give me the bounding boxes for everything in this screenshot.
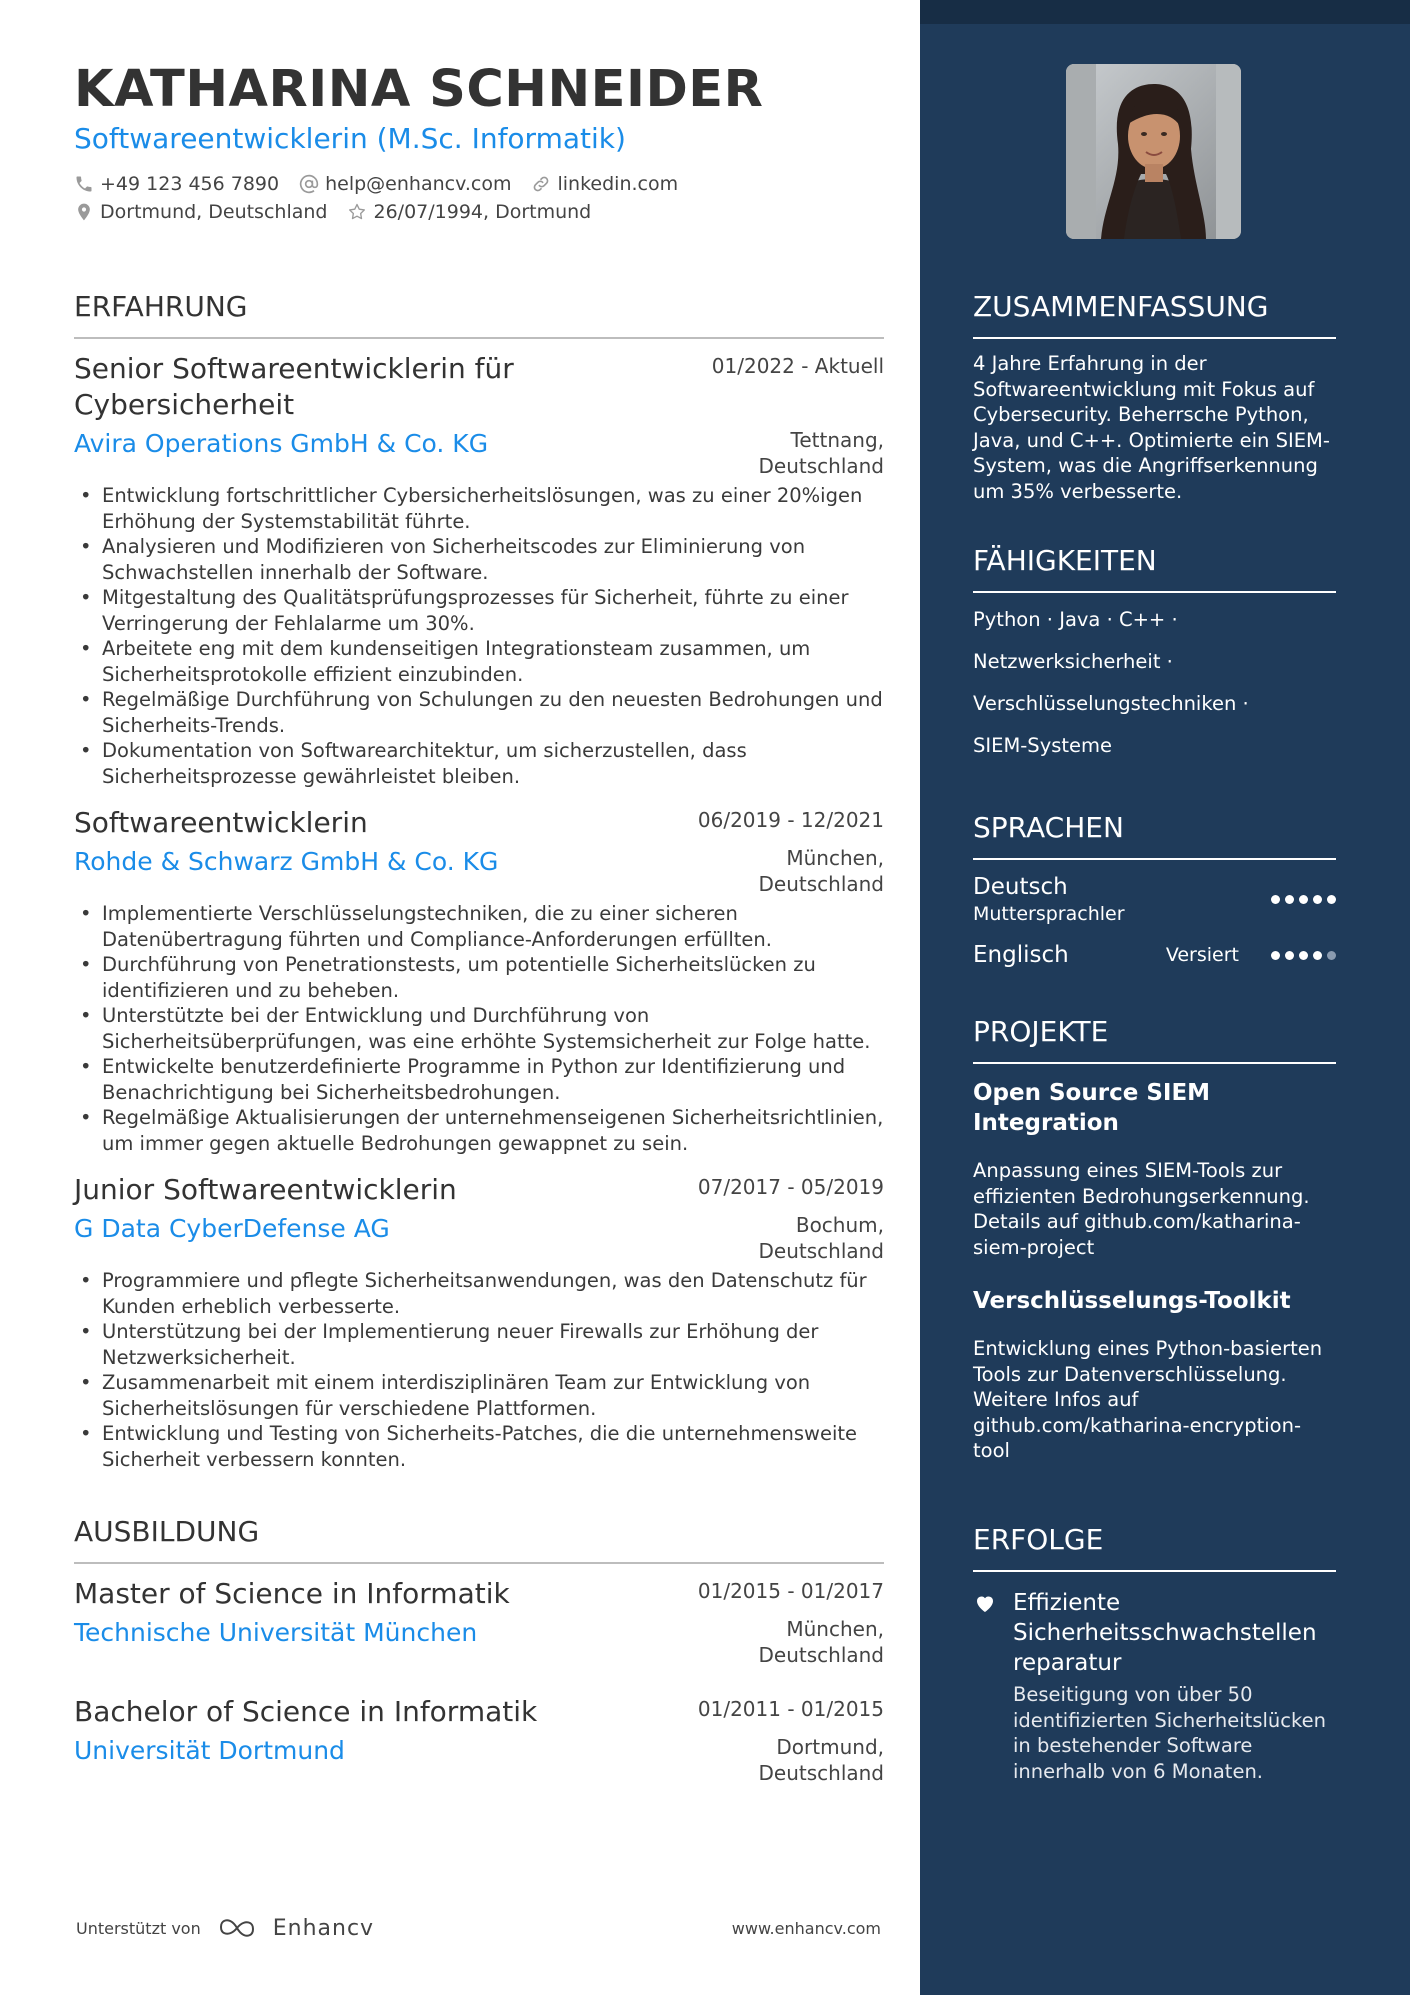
summary-section (973, 287, 1336, 504)
school-country: Deutschland (758, 1643, 884, 1667)
bullet-item: • Arbeitete eng mit dem kundenseitigen Integrationsteam zusammen, um Sicherheitsprotokolle effizient einzubinden. (74, 636, 884, 687)
project-description: Anpassung eines SIEM-Tools zur effizienten Bedrohungserkennung. Details auf github.com/katharina-siem-project (973, 1159, 1310, 1259)
degree-title: Master of Science in Informatik (74, 1577, 510, 1610)
company-name[interactable]: Avira Operations GmbH & Co. KG (74, 429, 489, 458)
phone-number: +49 123 456 7890 (100, 173, 280, 195)
bullet-item: • Analysieren und Modifizieren von Sicherheitscodes zur Eliminierung von Schwachstellen innerhalb der Software. (74, 534, 884, 585)
project-description: Entwicklung eines Python-basierten Tools zur Datenverschlüsselung. Weitere Infos auf github.com/katharina-encryption-tool (973, 1337, 1323, 1462)
degree-title: Bachelor of Science in Informatik (74, 1695, 538, 1728)
skill-item: SIEM-Systeme (973, 734, 1113, 757)
achievement-description: Beseitigung von über 50 identifizierten Sicherheitslücken in bestehender Software innerhalb von 6 Monaten. (1013, 1683, 1326, 1783)
birth-text: 26/07/1994, Dortmund (373, 201, 592, 223)
language-name: Englisch (973, 942, 1069, 968)
sidebar-top-bar (920, 0, 1410, 24)
school-name[interactable]: Universität Dortmund (74, 1736, 345, 1765)
rating-dot (1327, 895, 1336, 904)
email-address: help@enhancv.com (325, 173, 512, 195)
experience-title: ERFAHRUNG (74, 287, 884, 339)
job-country: Deutschland (758, 1239, 884, 1263)
job-bullets (74, 483, 884, 789)
education-entry (74, 1576, 884, 1668)
job-title: Senior Softwareentwicklerin für Cybersicherheit (74, 352, 514, 421)
bullet-item: • Mitgestaltung des Qualitätsprüfungsprozesses für Sicherheit, führte zu einer Verringerung der Fehlalarme um 30%. (74, 585, 884, 636)
job-location (759, 427, 885, 479)
rating-dot (1285, 951, 1294, 960)
job-location (759, 845, 885, 897)
summary-text: 4 Jahre Erfahrung in der Softwareentwicklung mit Fokus auf Cybersecurity. Beherrsche Python, Java, und C++. Optimierte ein SIEM-System, was die Angriffserkennung um 35% verbesserte. (973, 352, 1330, 503)
project-name: Verschlüsselungs-Toolkit (973, 1288, 1291, 1314)
footer (76, 1915, 881, 1941)
school-city: Dortmund, (776, 1735, 884, 1759)
bullet-item: • Entwickelte benutzerdefinierte Programme in Python zur Identifizierung und Benachrichtigung bei Sicherheitsbedrohungen. (74, 1054, 884, 1105)
job-date: 07/2017 - 05/2019 (697, 1175, 884, 1199)
job-entry (74, 805, 884, 1156)
company-name[interactable]: G Data CyberDefense AG (74, 1214, 390, 1243)
star-icon (347, 202, 367, 222)
language-item (973, 940, 1336, 970)
rating-dot (1285, 895, 1294, 904)
rating-dot (1299, 895, 1308, 904)
bullet-item: • Entwicklung und Testing von Sicherheits-Patches, die die unternehmensweite Sicherheit verbessern konnten. (74, 1421, 884, 1472)
profile-photo (1066, 64, 1241, 239)
bullet-item: • Regelmäßige Aktualisierungen der unternehmenseigenen Sicherheitsrichtlinien, um immer gegen aktuelle Bedrohungen gewappnet zu sein. (74, 1105, 884, 1156)
language-level: Versiert (1165, 944, 1239, 966)
education-entry (74, 1694, 884, 1786)
brand-name: Enhancv (272, 1915, 375, 1941)
skill-item: Verschlüsselungstechniken · (973, 692, 1249, 715)
job-city: Bochum, (795, 1213, 884, 1237)
job-title: Junior Softwareentwicklerin (74, 1173, 457, 1206)
achievement-item (973, 1588, 1336, 1784)
job-bullets (74, 901, 884, 1156)
bullet-item: • Unterstützung bei der Implementierung neuer Firewalls zur Erhöhung der Netzwerksicherheit. (74, 1319, 884, 1370)
projects-title: PROJEKTE (973, 1012, 1336, 1064)
projects-section (973, 1012, 1336, 1464)
candidate-role: Softwareentwicklerin (M.Sc. Informatik) (74, 122, 626, 155)
bullet-item: • Entwicklung fortschrittlicher Cybersicherheitslösungen, was zu einer 20%igen Erhöhung der Systemstabilität führte. (74, 483, 884, 534)
company-name[interactable]: Rohde & Schwarz GmbH & Co. KG (74, 847, 499, 876)
rating-dot (1299, 951, 1308, 960)
skills-section (973, 541, 1336, 767)
heart-icon (973, 1591, 997, 1615)
school-country: Deutschland (758, 1761, 884, 1785)
rating-dot (1327, 951, 1336, 960)
bullet-item: • Implementierte Verschlüsselungstechniken, die zu einer sicheren Datenübertragung führten und Compliance-Anforderungen erfüllten. (74, 901, 884, 952)
enhancv-logo-icon (213, 1915, 261, 1941)
project-item (973, 1286, 1336, 1464)
achievement-title: Effiziente Sicherheitsschwachstellen reparatur (1013, 1590, 1317, 1676)
education-section (74, 1512, 884, 1786)
education-title: AUSBILDUNG (74, 1512, 884, 1564)
rating-dot (1271, 951, 1280, 960)
email-contact[interactable] (299, 170, 511, 198)
job-country: Deutschland (758, 872, 884, 896)
job-date: 01/2022 - Aktuell (711, 354, 884, 378)
language-level: Muttersprachler (973, 903, 1125, 925)
bullet-item: • Programmiere und pflegte Sicherheitsanwendungen, was den Datenschutz für Kunden erheblich verbesserte. (74, 1268, 884, 1319)
job-title: Softwareentwicklerin (74, 806, 368, 839)
skill-item: Netzwerksicherheit · (973, 650, 1173, 673)
summary-title: ZUSAMMENFASSUNG (973, 287, 1336, 339)
footer-url[interactable]: www.enhancv.com (731, 1918, 881, 1938)
bullet-item: • Zusammenarbeit mit einem interdisziplinären Team zur Entwicklung von Sicherheitslösungen für verschiedene Plattformen. (74, 1370, 884, 1421)
skill-item: Python · Java · C++ · (973, 608, 1178, 631)
rating-dot (1313, 951, 1322, 960)
powered-by-label: Unterstützt von (76, 1918, 201, 1938)
portrait-image (1066, 64, 1241, 239)
rating-dot (1313, 895, 1322, 904)
contact-info (74, 170, 920, 226)
school-city: München, (786, 1617, 884, 1641)
bullet-item: • Dokumentation von Softwarearchitektur, um sicherzustellen, dass Sicherheitsprozesse gewährleistet bleiben. (74, 738, 884, 789)
job-entry (74, 1172, 884, 1472)
location-contact (74, 198, 327, 226)
job-city: München, (786, 846, 884, 870)
job-city: Tettnang, (790, 428, 884, 452)
education-date: 01/2015 - 01/2017 (697, 1579, 884, 1603)
bullet-item: • Unterstützte bei der Entwicklung und Durchführung von Sicherheitsüberprüfungen, was eine erhöhte Systemsicherheit zur Folge hatte. (74, 1003, 884, 1054)
linkedin-contact[interactable] (531, 170, 678, 198)
phone-icon (74, 174, 94, 194)
at-icon (299, 174, 319, 194)
skills-title: FÄHIGKEITEN (973, 541, 1336, 593)
phone-contact[interactable] (74, 170, 279, 198)
languages-title: SPRACHEN (973, 808, 1336, 860)
language-rating (1271, 951, 1336, 960)
location-pin-icon (74, 202, 94, 222)
bullet-item: • Durchführung von Penetrationstests, um potentielle Sicherheitslücken zu identifizieren und zu beheben. (74, 952, 884, 1003)
project-item (973, 1078, 1336, 1260)
education-date: 01/2011 - 01/2015 (697, 1697, 884, 1721)
school-location (759, 1616, 885, 1668)
birth-contact (347, 198, 591, 226)
job-entry (74, 351, 884, 789)
rating-dot (1271, 895, 1280, 904)
experience-section (74, 287, 884, 1786)
job-location (759, 1212, 885, 1264)
bullet-item: • Regelmäßige Durchführung von Schulungen zu den neuesten Bedrohungen und Sicherheits-Trends. (74, 687, 884, 738)
job-country: Deutschland (758, 454, 884, 478)
location-text: Dortmund, Deutschland (100, 201, 328, 223)
job-bullets (74, 1268, 884, 1472)
achievements-title: ERFOLGE (973, 1520, 1336, 1572)
sidebar (920, 0, 1410, 1995)
language-rating (1271, 895, 1336, 904)
languages-section (973, 808, 1336, 970)
job-date: 06/2019 - 12/2021 (697, 808, 884, 832)
school-location (759, 1734, 885, 1786)
language-item (973, 872, 1336, 926)
school-name[interactable]: Technische Universität München (74, 1618, 478, 1647)
link-icon (531, 174, 551, 194)
project-name: Open Source SIEM Integration (973, 1080, 1211, 1136)
language-name: Deutsch (973, 874, 1068, 900)
achievements-section (973, 1520, 1336, 1784)
linkedin-url: linkedin.com (557, 173, 679, 195)
candidate-name: KATHARINA SCHNEIDER (74, 60, 764, 119)
